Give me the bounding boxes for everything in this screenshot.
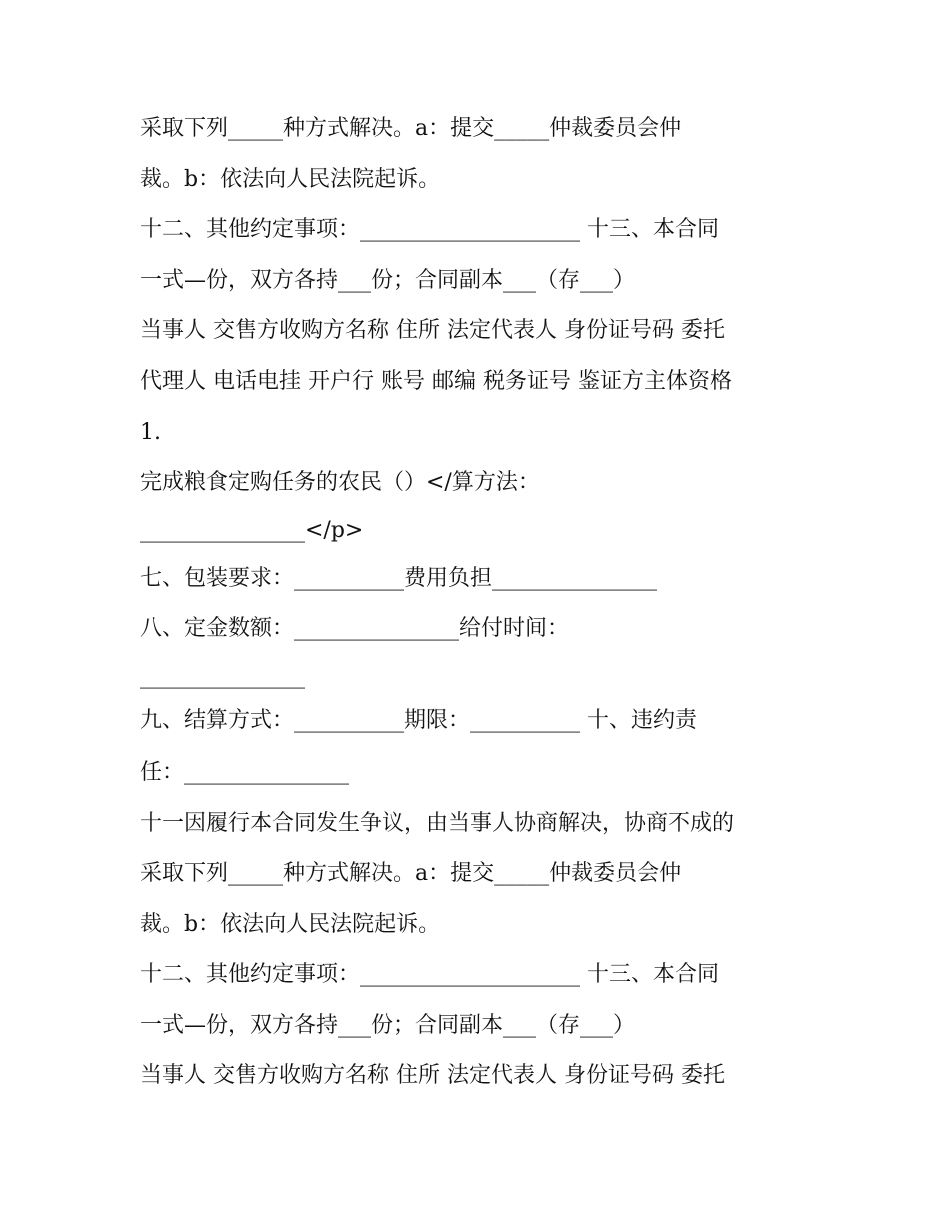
text-line: 九、结算方式：__________期限：__________ 十、违约责	[140, 708, 697, 733]
text-line: 采取下列_____种方式解决。a：提交_____仲裁委员会仲	[140, 116, 682, 141]
text-line: 裁。b：依法向人民法院起诉。	[140, 912, 441, 937]
text-line: 1.	[140, 420, 161, 445]
text-line: _______________	[140, 664, 305, 689]
text-line: 十二、其他约定事项：____________________ 十三、本合同	[140, 962, 719, 987]
text-line: 十一因履行本合同发生争议，由当事人协商解决，协商不成的	[140, 811, 735, 836]
text-line: 当事人 交售方收购方名称 住所 法定代表人 身份证号码 委托	[140, 1063, 725, 1088]
text-line: 完成粮食定购任务的农民（）</算方法：	[140, 470, 540, 495]
text-line: 采取下列_____种方式解决。a：提交_____仲裁委员会仲	[140, 861, 682, 886]
text-line: 一式—份，双方各持___份；合同副本___（存___）	[140, 268, 636, 293]
text-line: 七、包装要求：__________费用负担_______________	[140, 566, 658, 591]
text-line: 当事人 交售方收购方名称 住所 法定代表人 身份证号码 委托	[140, 318, 725, 343]
text-line: 八、定金数额：_______________给付时间：	[140, 616, 570, 641]
text-line: 十二、其他约定事项：____________________ 十三、本合同	[140, 217, 719, 242]
text-line: 一式—份，双方各持___份；合同副本___（存___）	[140, 1013, 636, 1038]
text-line: 裁。b：依法向人民法院起诉。	[140, 167, 441, 192]
text-line: _______________</p>	[140, 518, 364, 543]
text-line: 任：_______________	[140, 760, 350, 785]
text-line: 代理人 电话电挂 开户行 账号 邮编 税务证号 鉴证方主体资格	[140, 369, 732, 394]
